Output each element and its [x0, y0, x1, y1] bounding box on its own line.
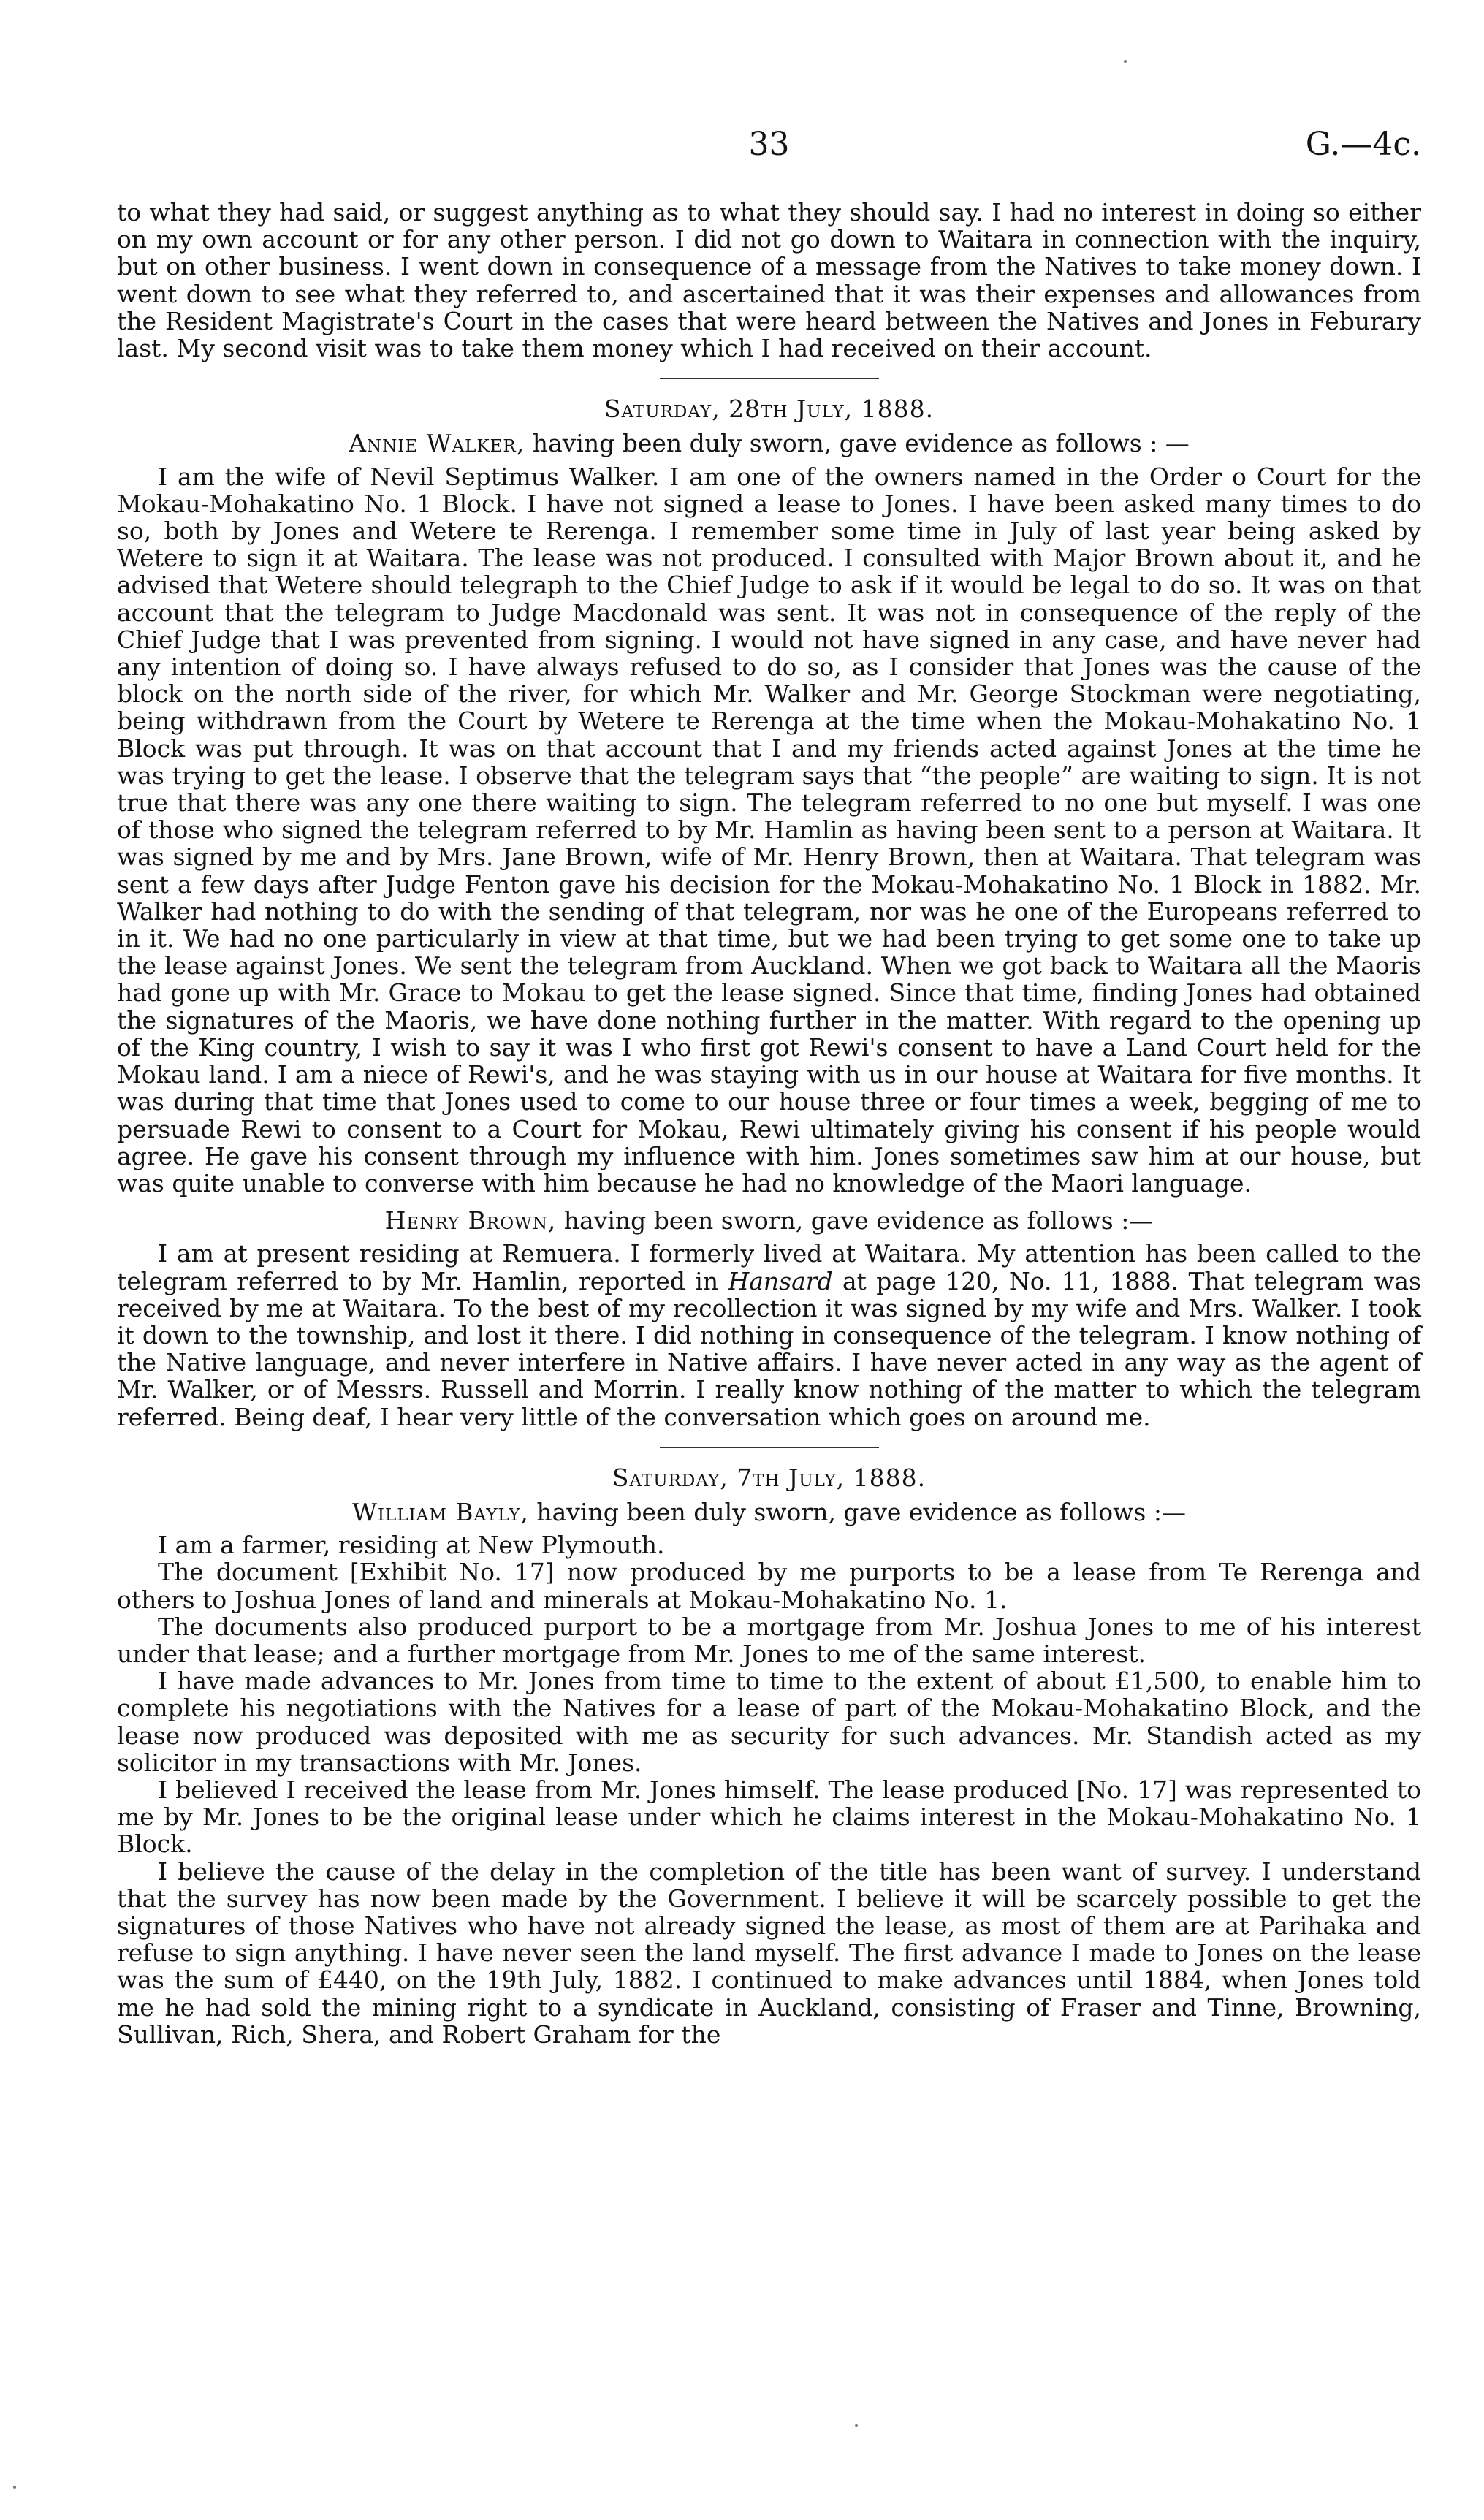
witness-intro-text: having been sworn, gave evidence as follows :—	[556, 1206, 1154, 1236]
session-date-heading: Saturday, 28th July, 1888.	[604, 395, 935, 424]
witness-intro-henry-brown	[117, 1207, 1421, 1234]
witness-name: William Bayly,	[352, 1497, 529, 1526]
witness-intro-text: having been duly sworn, gave evidence as follows :—	[528, 1497, 1186, 1526]
witness-name: Henry Brown,	[384, 1206, 557, 1236]
section-divider	[660, 378, 879, 379]
evidence-paragraph: I am the wife of Nevil Septimus Walker. I am one of the owners named in the Order o Court for the Mokau-Mohakatino No. 1 Block. I have not signed a lease to Jones. I have been asked many times to do so, both by Jones and Wetere te Rerenga. I remember some time in July of last year being asked by Wetere to sign it at Waitara. The lease was not produced. I consulted with Major Brown about it, and he advised that Wetere should telegraph to the Chief Judge to ask if it would be legal to do so. It was on that account that the telegram to Judge Macdonald was sent. It was not in consequence of the reply of the Chief Judge that I was prevented from signing. I would not have signed in any case, and have never had any intention of doing so. I have always refused to do so, as I consider that Jones was the cause of the block on the north side of the river, for which Mr. Walker and Mr. George Stockman were negotiating, being withdrawn from the Court by Wetere te Rerenga at the time when the Mokau-Mohakatino No. 1 Block was put through. It was on that account that I and my friends acted against Jones at the time he was trying to get the lease. I observe that the telegram says that “the people” are waiting to sign. It is not true that there was any one there waiting to sign. The telegram referred to no one but myself. I was one of those who signed the telegram referred to by Mr. Hamlin as having been sent to a person at Waitara. It was signed by me and by Mrs. Jane Brown, wife of Mr. Henry Brown, then at Waitara. That telegram was sent a few days after Judge Fenton gave his decision for the Mokau-Mohakatino No. 1 Block in 1882. Mr. Walker had nothing to do with the sending of that telegram, nor was he one of the Europeans referred to in it. We had no one particularly in view at that time, but we had been trying to get some one to take up the lease against Jones. We sent the telegram from Auckland. When we got back to Waitara all the Maoris had gone up with Mr. Grace to Mokau to get the lease signed. Since that time, finding Jones had obtained the signatures of the Maoris, we have done nothing further in the matter. With regard to the opening up of the King country, I wish to say it was I who first got Rewi's consent to have a Land Court held for the Mokau land. I am a niece of Rewi's, and he was staying with us in our house at Waitara for five months. It was during that time that Jones used to come to our house three or four times a week, begging of me to persuade Rewi to consent to a Court for Mokau, Rewi ultimately giving his consent if his people would agree. He gave his consent through my influence with him. Jones sometimes saw him at our house, but was quite unable to converse with him because he had no knowledge of the Maori language.	[117, 462, 1421, 1198]
scan-speck	[1124, 60, 1127, 63]
evidence-paragraph: I am a farmer, residing at New Plymouth.	[158, 1531, 665, 1560]
witness-intro-text: having been duly sworn, gave evidence as follows : —	[525, 429, 1190, 458]
evidence-text: at page 120, No. 11, 1888. That telegram was received by me at Waitara. To the best of my recollection it was signed by my wife and Mrs. Walker. I took it down to the township, and lost it there. I did nothing in consequence of the telegram. I know nothing of the Native language, and never interfere in Native affairs. I have never acted in any way as the agent of Mr. Walker, or of Messrs. Russell and Morrin. I really know nothing of the matter to which the telegram referred. Being deaf, I hear very little of the conversation which goes on around me.	[117, 1266, 1421, 1431]
scan-speck	[855, 2424, 858, 2427]
witness-name: Annie Walker,	[349, 429, 525, 458]
scan-speck	[13, 2486, 16, 2489]
witness-intro-annie-walker	[117, 430, 1421, 457]
evidence-paragraph: The documents also produced purport to be a mortgage from Mr. Joshua Jones to me of his interest under that lease; and a further mortgage from Mr. Jones to me of the same interest.	[117, 1612, 1421, 1668]
document-reference: G.—4c.	[1305, 126, 1421, 163]
witness-intro-william-bayly	[117, 1499, 1421, 1526]
section-divider	[660, 1447, 879, 1448]
evidence-paragraph: I believe the cause of the delay in the completion of the title has been want of survey. I understand that the survey has now been made by the Government. I believe it will be scarcely possible to get the signatures of those Natives who have not already signed the lease, as most of them are at Parihaka and refuse to sign anything. I have never seen the land myself. The first advance I made to Jones on the lease was the sum of £440, on the 19th July, 1882. I continued to make advances until 1884, when Jones told me he had sold the mining right to a syndicate in Auckland, consisting of Fraser and Tinne, Browning, Sullivan, Rich, Shera, and Robert Graham for the	[117, 1857, 1421, 2049]
session-date-heading: Saturday, 7th July, 1888.	[612, 1463, 926, 1492]
evidence-text: I am at present residing at Remuera. I formerly lived at Waitara. My attention has been called to the telegram referred to by Mr. Hamlin, reported in	[117, 1239, 1421, 1295]
evidence-paragraph	[117, 1240, 1421, 1430]
hansard-reference: Hansard	[728, 1266, 833, 1295]
evidence-paragraph: I have made advances to Mr. Jones from time to time to the extent of about £1,500, to enable him to complete his negotiations with the Natives for a lease of part of the Mokau-Mohakatino Block, and the lease now produced was deposited with me as security for such advances. Mr. Standish acted as my solicitor in my transactions with Mr. Jones.	[117, 1667, 1421, 1777]
evidence-paragraph: The document [Exhibit No. 17] now produced by me purports to be a lease from Te Rerenga and others to Joshua Jones of land and minerals at Mokau-Mohakatino No. 1.	[117, 1558, 1421, 1614]
page-body	[117, 199, 1421, 2048]
evidence-paragraph: I believed I received the lease from Mr. Jones himself. The lease produced [No. 17] was represented to me by Mr. Jones to be the original lease under which he claims interest in the Mokau-Mohakatino No. 1 Block.	[117, 1775, 1421, 1859]
page-header	[117, 123, 1421, 167]
page-number: 33	[748, 126, 790, 163]
continued-paragraph: to what they had said, or suggest anything as to what they should say. I had no interest in doing so either on my own account or for any other person. I did not go down to Waitara in connection with the inquiry, but on other business. I went down in consequence of a message from the Natives to take money down. I went down to see what they referred to, and ascertained that it was their expenses and allowances from the Resident Magistrate's Court in the cases that were heard between the Natives and Jones in Feburary last. My second visit was to take them money which I had received on their account.	[117, 198, 1421, 363]
